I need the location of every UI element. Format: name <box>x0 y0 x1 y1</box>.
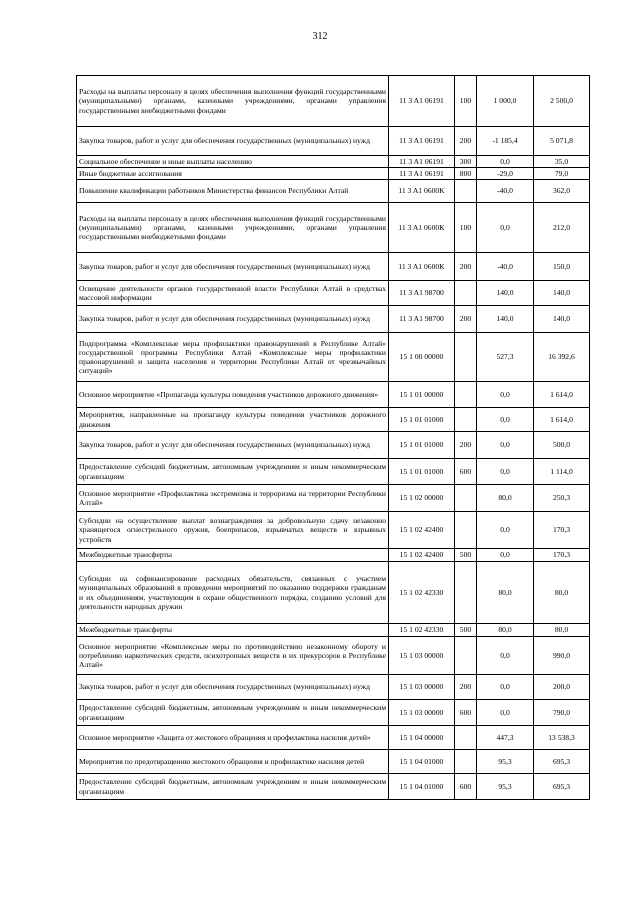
row-name: Расходы на выплаты персоналу в целях обеспечения выполнения функций государственными (муниципальными) органами, казенными учреждениями, органами управления государственными внебюджетными фондами <box>77 203 389 253</box>
row-change-amount: 80,0 <box>477 624 534 637</box>
row-expense-type <box>455 726 477 750</box>
row-name: Закупка товаров, работ и услуг для обеспечения государственных (муниципальных) нужд <box>77 127 389 156</box>
row-change-amount: 0,0 <box>477 203 534 253</box>
row-code: 15 1 01 01000 <box>389 432 455 459</box>
row-change-amount: 0,0 <box>477 549 534 562</box>
row-code: 15 1 04 01000 <box>389 750 455 774</box>
row-name: Закупка товаров, работ и услуг для обеспечения государственных (муниципальных) нужд <box>77 675 389 700</box>
table-row <box>77 774 590 800</box>
row-change-amount: -1 185,4 <box>477 127 534 156</box>
row-total-amount: 150,0 <box>534 253 590 281</box>
row-code: 15 1 01 00000 <box>389 382 455 408</box>
table-row <box>77 637 590 675</box>
row-code: 11 3 A1 0600K <box>389 203 455 253</box>
row-total-amount: 140,0 <box>534 281 590 306</box>
row-expense-type: 500 <box>455 549 477 562</box>
row-expense-type <box>455 485 477 512</box>
row-expense-type <box>455 408 477 432</box>
table-row <box>77 203 590 253</box>
row-code: 11 3 A1 0600K <box>389 180 455 203</box>
budget-table <box>76 75 590 800</box>
table-row <box>77 549 590 562</box>
row-expense-type: 600 <box>455 774 477 800</box>
row-code: 15 1 03 00000 <box>389 700 455 726</box>
row-expense-type <box>455 333 477 382</box>
row-name: Социальное обеспечение и иные выплаты населению <box>77 156 389 168</box>
table-row <box>77 459 590 485</box>
table-row <box>77 675 590 700</box>
row-change-amount: 0,0 <box>477 382 534 408</box>
row-expense-type: 200 <box>455 253 477 281</box>
row-name: Основное мероприятие «Профилактика экстремизма и терроризма на территории Республики Алтай» <box>77 485 389 512</box>
table-row <box>77 382 590 408</box>
row-expense-type: 200 <box>455 675 477 700</box>
row-name: Закупка товаров, работ и услуг для обеспечения государственных (муниципальных) нужд <box>77 432 389 459</box>
row-name: Повышение квалификации работников Министерства финансов Республики Алтай <box>77 180 389 203</box>
row-expense-type <box>455 637 477 675</box>
row-total-amount: 1 614,0 <box>534 408 590 432</box>
table-row <box>77 76 590 127</box>
row-expense-type: 500 <box>455 624 477 637</box>
row-name: Субсидии на осуществление выплат вознаграждения за добровольную сдачу незаконно хранящегося огнестрельного оружия, боеприпасов, взрывчатых веществ и взрывных устройств <box>77 512 389 549</box>
table-row <box>77 432 590 459</box>
row-expense-type: 200 <box>455 306 477 333</box>
row-total-amount: 170,3 <box>534 549 590 562</box>
row-code: 11 3 A1 06191 <box>389 127 455 156</box>
row-code: 15 1 04 01000 <box>389 774 455 800</box>
row-total-amount: 362,0 <box>534 180 590 203</box>
row-total-amount: 2 500,0 <box>534 76 590 127</box>
row-total-amount: 140,0 <box>534 306 590 333</box>
table-row <box>77 306 590 333</box>
table-row <box>77 726 590 750</box>
row-change-amount: 0,0 <box>477 675 534 700</box>
row-code: 15 1 01 01000 <box>389 408 455 432</box>
row-change-amount: 140,0 <box>477 281 534 306</box>
row-total-amount: 790,0 <box>534 700 590 726</box>
row-name: Расходы на выплаты персоналу в целях обеспечения выполнения функций государственными (муниципальными) органами, казенными учреждениями, органами управления государственными внебюджетными фондами <box>77 76 389 127</box>
row-code: 11 3 A1 98700 <box>389 306 455 333</box>
row-total-amount: 80,0 <box>534 624 590 637</box>
table-row <box>77 168 590 180</box>
row-change-amount: 0,0 <box>477 637 534 675</box>
row-change-amount: 0,0 <box>477 432 534 459</box>
table-row <box>77 127 590 156</box>
row-change-amount: 527,3 <box>477 333 534 382</box>
row-change-amount: 0,0 <box>477 408 534 432</box>
row-expense-type <box>455 180 477 203</box>
row-code: 11 3 A1 06191 <box>389 168 455 180</box>
budget-table-body <box>77 76 590 800</box>
row-total-amount: 170,3 <box>534 512 590 549</box>
row-code: 15 1 02 00000 <box>389 485 455 512</box>
row-code: 11 3 A1 06191 <box>389 156 455 168</box>
row-name: Основное мероприятие «Пропаганда культуры поведения участников дорожного движения» <box>77 382 389 408</box>
row-change-amount: 0,0 <box>477 459 534 485</box>
row-change-amount: 0,0 <box>477 156 534 168</box>
row-change-amount: -40,0 <box>477 253 534 281</box>
row-expense-type: 800 <box>455 168 477 180</box>
row-name: Субсидии на софинансирование расходных обязательств, связанных с участием муниципальных образований в проведении мероприятий по оказанию поддержки гражданам и их объединениям, участвующим в охране общественного порядка, созданию условий для деятельности народных дружин <box>77 562 389 624</box>
row-name: Предоставление субсидий бюджетным, автономным учреждениям и иным некоммерческим организациям <box>77 700 389 726</box>
row-total-amount: 35,0 <box>534 156 590 168</box>
row-change-amount: 447,3 <box>477 726 534 750</box>
row-change-amount: -40,0 <box>477 180 534 203</box>
row-total-amount: 13 538,3 <box>534 726 590 750</box>
table-row <box>77 624 590 637</box>
row-total-amount: 200,0 <box>534 675 590 700</box>
table-row <box>77 156 590 168</box>
row-code: 15 1 02 42330 <box>389 624 455 637</box>
row-name: Иные бюджетные ассигнования <box>77 168 389 180</box>
row-expense-type: 100 <box>455 76 477 127</box>
row-name: Освещение деятельности органов государственной власти Республики Алтай в средствах массовой информации <box>77 281 389 306</box>
table-row <box>77 562 590 624</box>
row-code: 15 1 02 42400 <box>389 549 455 562</box>
row-change-amount: -29,0 <box>477 168 534 180</box>
row-name: Закупка товаров, работ и услуг для обеспечения государственных (муниципальных) нужд <box>77 253 389 281</box>
row-code: 15 1 02 42400 <box>389 512 455 549</box>
row-code: 15 1 01 01000 <box>389 459 455 485</box>
row-code: 15 1 00 00000 <box>389 333 455 382</box>
row-name: Закупка товаров, работ и услуг для обеспечения государственных (муниципальных) нужд <box>77 306 389 333</box>
row-change-amount: 0,0 <box>477 512 534 549</box>
row-change-amount: 80,0 <box>477 485 534 512</box>
table-row <box>77 408 590 432</box>
row-change-amount: 80,0 <box>477 562 534 624</box>
row-code: 15 1 03 00000 <box>389 675 455 700</box>
row-change-amount: 95,3 <box>477 750 534 774</box>
table-row <box>77 281 590 306</box>
row-change-amount: 140,0 <box>477 306 534 333</box>
row-change-amount: 0,0 <box>477 700 534 726</box>
row-change-amount: 95,3 <box>477 774 534 800</box>
row-change-amount: 1 000,0 <box>477 76 534 127</box>
row-name: Мероприятия по предотвращению жестокого обращения и профилактике насилия детей <box>77 750 389 774</box>
row-name: Межбюджетные трансферты <box>77 624 389 637</box>
row-total-amount: 1 114,0 <box>534 459 590 485</box>
row-expense-type: 300 <box>455 156 477 168</box>
row-code: 15 1 04 00000 <box>389 726 455 750</box>
table-row <box>77 485 590 512</box>
row-code: 15 1 02 42330 <box>389 562 455 624</box>
row-expense-type: 100 <box>455 203 477 253</box>
row-total-amount: 80,0 <box>534 562 590 624</box>
row-expense-type: 600 <box>455 700 477 726</box>
row-code: 15 1 03 00000 <box>389 637 455 675</box>
table-row <box>77 750 590 774</box>
row-total-amount: 16 392,6 <box>534 333 590 382</box>
row-code: 11 3 A1 98700 <box>389 281 455 306</box>
row-total-amount: 990,0 <box>534 637 590 675</box>
row-total-amount: 212,0 <box>534 203 590 253</box>
table-row <box>77 253 590 281</box>
row-expense-type <box>455 281 477 306</box>
row-name: Подпрограмма «Комплексные меры профилактики правонарушений в Республике Алтай» государственной программы Республики Алтай «Комплексные меры профилактики правонарушений и защита населения и территории Республики Алтай от чрезвычайных ситуаций» <box>77 333 389 382</box>
row-name: Основное мероприятие «Комплексные меры по противодействию незаконному обороту и потреблению наркотических средств, психотропных веществ и их прекурсоров в Республике Алтай» <box>77 637 389 675</box>
row-total-amount: 5 071,8 <box>534 127 590 156</box>
table-row <box>77 180 590 203</box>
row-total-amount: 500,0 <box>534 432 590 459</box>
row-code: 11 3 A1 06191 <box>389 76 455 127</box>
row-name: Основное мероприятие «Защита от жестокого обращения и профилактика насилия детей» <box>77 726 389 750</box>
row-name: Мероприятия, направленные на пропаганду культуры поведения участников дорожного движения <box>77 408 389 432</box>
row-total-amount: 695,3 <box>534 750 590 774</box>
row-expense-type: 600 <box>455 459 477 485</box>
row-total-amount: 79,0 <box>534 168 590 180</box>
row-expense-type: 200 <box>455 432 477 459</box>
row-name: Предоставление субсидий бюджетным, автономным учреждениям и иным некоммерческим организациям <box>77 774 389 800</box>
table-row <box>77 700 590 726</box>
row-name: Предоставление субсидий бюджетным, автономным учреждениям и иным некоммерческим организациям <box>77 459 389 485</box>
row-total-amount: 1 614,0 <box>534 382 590 408</box>
table-row <box>77 512 590 549</box>
row-expense-type <box>455 750 477 774</box>
row-expense-type <box>455 382 477 408</box>
row-expense-type <box>455 562 477 624</box>
row-code: 11 3 A1 0600K <box>389 253 455 281</box>
row-name: Межбюджетные трансферты <box>77 549 389 562</box>
row-expense-type <box>455 512 477 549</box>
table-row <box>77 333 590 382</box>
row-total-amount: 695,3 <box>534 774 590 800</box>
row-expense-type: 200 <box>455 127 477 156</box>
page-number: 312 <box>312 31 328 42</box>
row-total-amount: 250,3 <box>534 485 590 512</box>
